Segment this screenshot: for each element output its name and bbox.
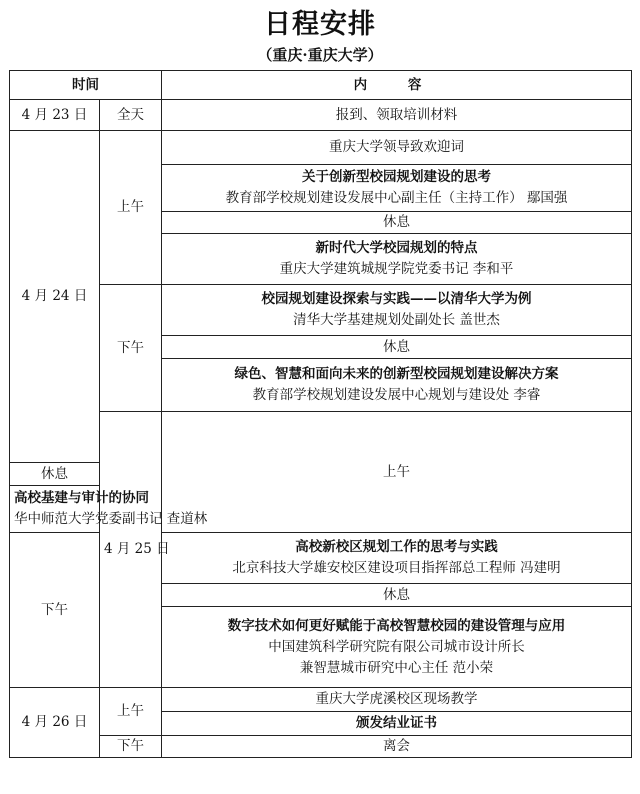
table-header-row — [10, 71, 632, 100]
content-cell: 报到、领取培训材料 — [162, 100, 632, 131]
slot-cell: 下午 — [100, 736, 162, 758]
table-row — [10, 100, 632, 131]
content-cell: 休息 — [162, 584, 632, 607]
content-cell: 休息 — [162, 336, 632, 359]
session-title: 高校新校区规划工作的思考与实践 — [295, 539, 498, 555]
content-cell: 颁发结业证书 — [162, 712, 632, 736]
page-subtitle: （重庆·重庆大学） — [257, 46, 383, 64]
session-speaker: 重庆大学建筑城规学院党委书记 李和平 — [279, 261, 514, 277]
session-title: 关于创新型校园规划建设的思考 — [302, 169, 491, 185]
session-title: 校园规划建设探索与实践——以清华大学为例 — [261, 291, 532, 307]
schedule-table — [9, 70, 632, 758]
table-row — [10, 412, 632, 463]
slot-cell: 下午 — [10, 533, 100, 688]
slot-cell: 上午 — [162, 412, 632, 533]
header-content: 内 容 — [162, 71, 632, 100]
content-cell: 离会 — [162, 736, 632, 758]
session-speaker: 北京科技大学雄安校区建设项目指挥部总工程师 冯建明 — [232, 560, 561, 576]
session-speaker: 清华大学基建规划处副处长 盖世杰 — [293, 312, 500, 328]
session-speaker: 教育部学校规划建设发展中心副主任（主持工作） 鄢国强 — [225, 190, 568, 206]
date-cell: 4 月 23 日 — [10, 100, 100, 131]
content-cell — [162, 234, 632, 285]
table-row — [10, 736, 632, 758]
content-cell — [162, 359, 632, 412]
session-title: 高校基建与审计的协同 — [14, 490, 149, 506]
slot-cell: 上午 — [100, 688, 162, 736]
content-cell — [162, 165, 632, 212]
content-cell — [162, 533, 632, 584]
table-row — [10, 285, 632, 336]
content-cell: 休息 — [10, 463, 100, 486]
session-title: 绿色、智慧和面向未来的创新型校园规划建设解决方案 — [234, 366, 559, 382]
date-cell: 4 月 25 日 — [100, 412, 162, 688]
table-row — [10, 131, 632, 165]
page-title: 日程安排 — [264, 9, 376, 40]
header-time: 时间 — [10, 71, 162, 100]
content-cell: 重庆大学虎溪校区现场教学 — [162, 688, 632, 712]
session-speaker: 兼智慧城市研究中心主任 范小荣 — [299, 659, 494, 676]
content-cell — [10, 486, 208, 533]
slot-cell: 全天 — [100, 100, 162, 131]
session-speaker: 教育部学校规划建设发展中心规划与建设处 李睿 — [252, 387, 541, 403]
date-cell: 4 月 26 日 — [10, 688, 100, 758]
table-row — [10, 688, 632, 712]
content-cell — [162, 607, 632, 688]
session-title: 数字技术如何更好赋能于高校智慧校园的建设管理与应用 — [227, 617, 566, 634]
content-cell — [162, 285, 632, 336]
slot-cell: 下午 — [100, 285, 162, 412]
content-cell: 休息 — [162, 212, 632, 234]
slot-cell: 上午 — [100, 131, 162, 285]
date-cell: 4 月 24 日 — [10, 131, 100, 463]
session-speaker: 华中师范大学党委副书记 查道林 — [14, 511, 208, 527]
content-cell: 重庆大学领导致欢迎词 — [162, 131, 632, 165]
session-title: 新时代大学校园规划的特点 — [315, 240, 478, 256]
session-speaker: 中国建筑科学研究院有限公司城市设计所长 — [268, 638, 525, 655]
